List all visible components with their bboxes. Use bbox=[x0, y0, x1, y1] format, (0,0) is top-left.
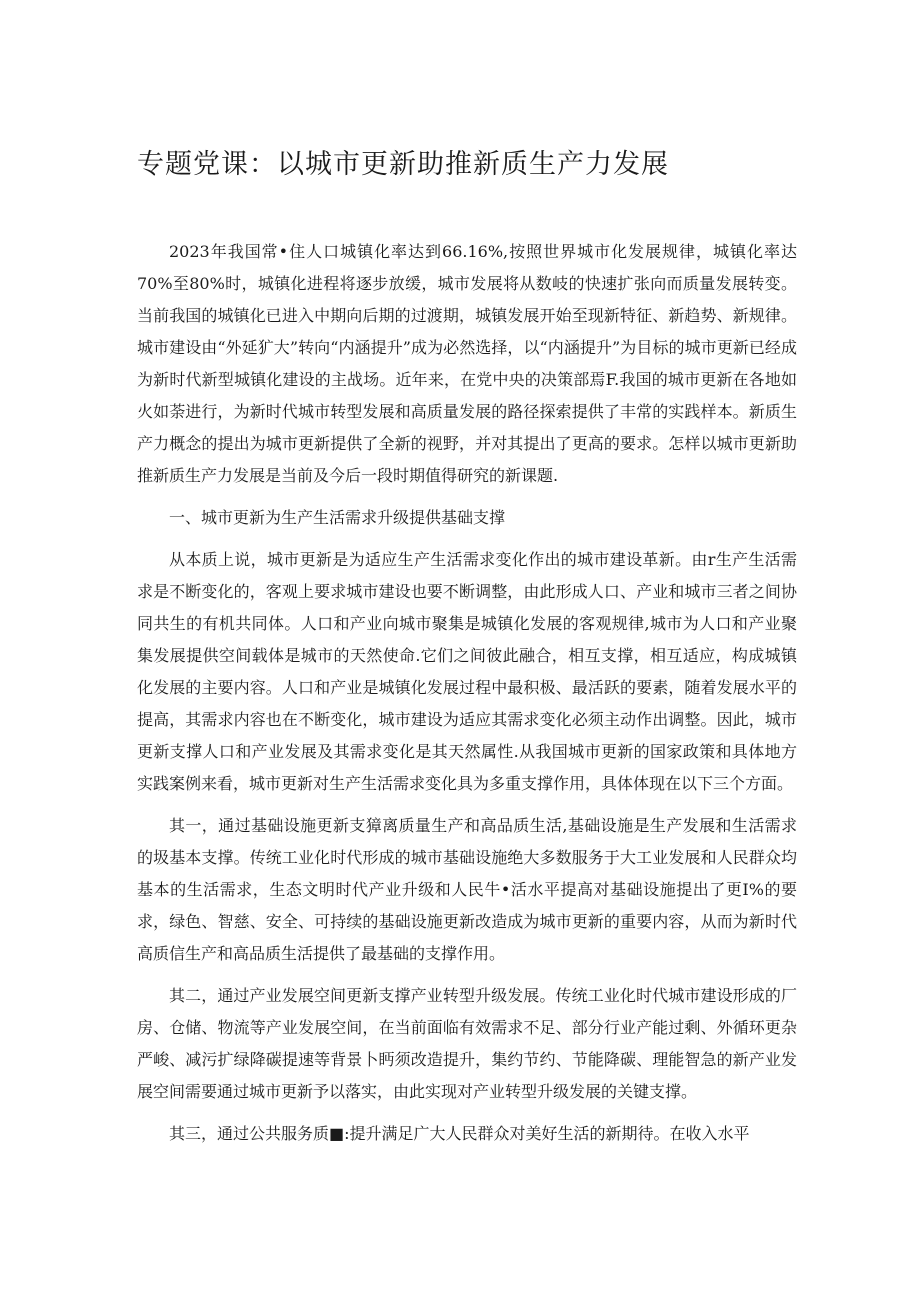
document-body bbox=[137, 236, 797, 1160]
paragraph-intro: 2023年我国常•住人口城镇化率达到66.16%,按照世界城市化发展规律，城镇化率达70%至80%时，城镇化进程将逐步放缓，城市发展将从数岐的快速扩张向而质量发展转变。当前我国的城镇化已进入中期向后期的过渡期，城镇发展开始至现新特征、新趋势、新规律。城市建设由“外延犷大”转向“内涵提升”成为必然选择，以“内涵提升”为目标的城市更新已经成为新时代新型城镇化建设的主战场。近年来，在党中央的决策部焉F.我国的城市更新在各地如火如荼进行，为新时代城市转型发展和高质量发展的路径探索提供了丰常的实践样本。新质生产力概念的提出为城市更新提供了全新的视野，并对其提出了更高的要求。怎样以城市更新助推新质生产力发展是当前及今后一段时期值得研究的新课题. bbox=[137, 242, 797, 485]
paragraph-essence: 从本质上说，城市更新是为适应生产生活需求变化作出的城市建设革新。由r生产生活需求是不断变化的，客观上要求城市建设也要不断调整，由此形成人口、产业和城市三者之间协同共生的有机共同体。人口和产业向城市聚集是城镇化发展的客观规律,城市为人口和产业聚集发展提供空间载体是城市的天然使命.它们之间彼此融合，相互支撑，相互适应，构成城镇化发展的主要内容。人口和产业是城镇化发展过程中最积极、最活跃的要素，随着发展水平的提高，其需求内容也在不断变化，城市建设为适应其需求变化必须主动作出调整。因此，城市更新支撑人口和产业发展及其需求变化是其天然属性.从我国城市更新的国家政策和具体地方实践案例来看，城市更新对生产生活需求变化具为多重支撑作用，具体体现在以下三个方面。 bbox=[137, 550, 797, 793]
paragraph-second-point: 其二，通过产业发展空间更新支撑产业转型升级发展。传统工业化时代城市建设形成的厂房、仓储、物流等产业发展空间，在当前面临有效需求不足、部分行业产能过剩、外循环更杂严峻、减污扩绿降碳提速等背景卜眄须改造提升，集约节约、节能降碳、理能智急的新产业发展空间需要通过城市更新予以落实，由此实现对产业转型升级发展的关键支撑。 bbox=[137, 986, 797, 1101]
document-title: 专题党课：以城市更新助推新质生产力发展 bbox=[137, 149, 669, 180]
paragraph-third-point: 其三，通过公共服务质■:提升满足广大人民群众对美好生活的新期待。在收入水平 bbox=[169, 1124, 750, 1143]
paragraph-first-point: 其一，通过基础设施更新支獐离质量生产和高品质生活,基础设施是生产发展和生活需求的圾基本支撑。传统工业化时代形成的城市基础设施绝大多数服务于大工业发展和人民群众均基本的生活需求，生态文明时代产业升级和人民牛•活水平提高对基础设施提出了更I%的要求，绿色、智慈、安全、可持续的基础设施更新改造成为城市更新的重要内容，从而为新时代高质信生产和高品质生活提供了最基础的支撑作用。 bbox=[137, 816, 797, 963]
section-heading-1: 一、城市更新为生产生活需求升级提供基础支撑 bbox=[169, 508, 506, 527]
